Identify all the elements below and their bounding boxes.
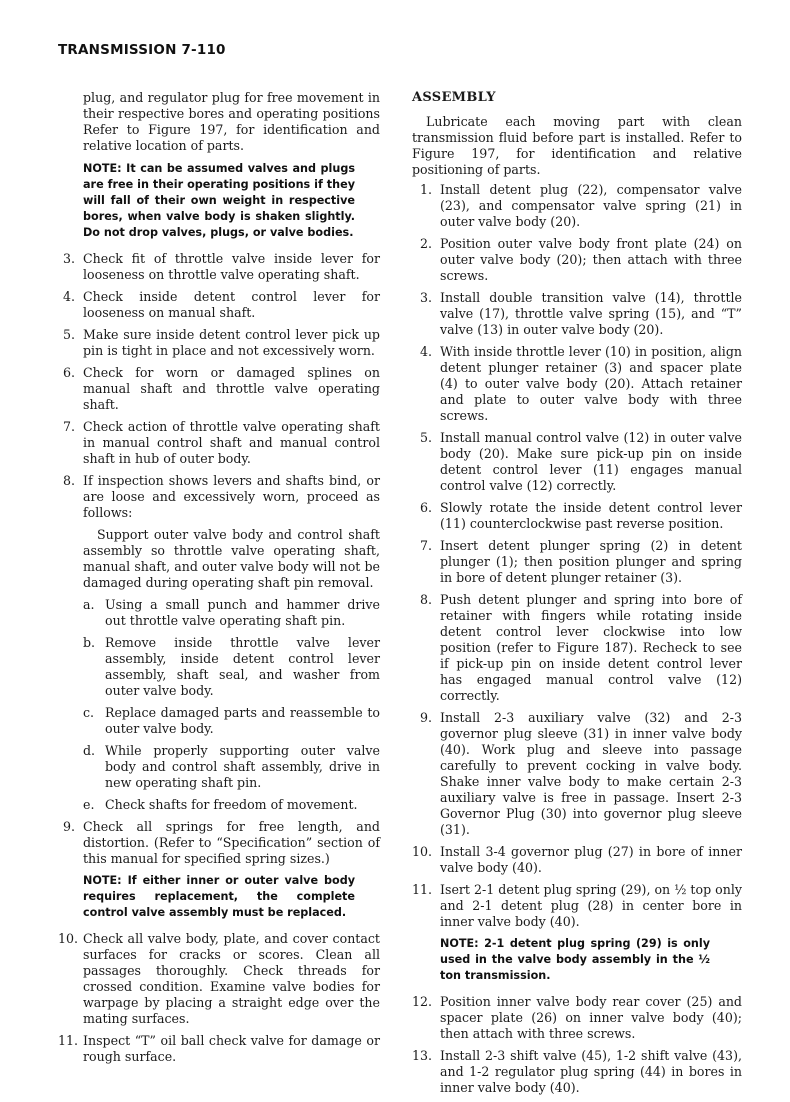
page-header: TRANSMISSION 7-110: [58, 42, 226, 58]
sub-item: [58, 797, 380, 813]
list-item: [58, 251, 380, 283]
note-replacement: NOTE: If either inner or outer valve body requires replacement, the complete control valve assembly must be replaced.: [83, 874, 355, 919]
item-number: 4.: [419, 344, 432, 359]
list-item: [58, 819, 380, 867]
note-valves-free: NOTE: It can be assumed valves and plugs are free in their operating positions if they will fall of their own weight in respective bores, when valve body is shaken slightly. Do not drop valves, plugs, or valve bodies.: [83, 162, 355, 239]
item-text: Check fit of throttle valve inside lever for looseness on throttle valve operating shaft.: [83, 251, 380, 282]
list-item: [412, 430, 742, 494]
item-number: 5.: [62, 327, 75, 342]
sub-item-letter: a.: [83, 597, 95, 612]
item-number: 8.: [62, 473, 75, 488]
list-item: [412, 182, 742, 230]
item-text: Make sure inside detent control lever pick up pin is tight in place and not excessively worn.: [83, 327, 380, 358]
list-item: [412, 236, 742, 284]
list-item: [58, 473, 380, 521]
list-item: [58, 289, 380, 321]
list-item: [412, 344, 742, 424]
item-text: Install detent plug (22), compensator valve (23), and compensator valve spring (21) in outer valve body (20).: [440, 182, 742, 229]
item-text: Check action of throttle valve operating shaft in manual control shaft and manual control shaft in hub of outer body.: [83, 419, 380, 466]
list-item: [58, 365, 380, 413]
item-number: 11.: [58, 1033, 79, 1048]
list-item: [412, 592, 742, 704]
left-column: [58, 90, 380, 1071]
support-paragraph: Support outer valve body and control shaft assembly so throttle valve operating shaft, manual shaft, and outer valve body will not be damaged during operating shaft pin removal.: [83, 527, 380, 590]
item-number: 6.: [419, 500, 432, 515]
sub-item-text: While properly supporting outer valve body and control shaft assembly, drive in new operating shaft pin.: [105, 743, 380, 790]
section-heading: ASSEMBLY: [412, 90, 496, 105]
item-text: Install 2-3 shift valve (45), 1-2 shift valve (43), and 1-2 regulator plug spring (44) in bores in inner valve body (40).: [440, 1048, 742, 1095]
continued-paragraph: plug, and regulator plug for free movement in their respective bores and operating positions Refer to Figure 197, for identification and relative location of parts.: [83, 90, 380, 153]
list-item: [412, 710, 742, 838]
item-text: Check inside detent control lever for looseness on manual shaft.: [83, 289, 380, 320]
item-text: Check all valve body, plate, and cover contact surfaces for cracks or scores. Clean all passages thoroughly. Check threads for crossed condition. Examine valve bodies for warpage by placing a straight edge over the mating surfaces.: [83, 931, 380, 1026]
item-number: 7.: [62, 419, 75, 434]
list-item: [412, 290, 742, 338]
item-number: 4.: [62, 289, 75, 304]
item-number: 10.: [412, 844, 433, 859]
item-text: Insert detent plunger spring (2) in detent plunger (1); then position plunger and spring in bore of detent plunger retainer (3).: [440, 538, 742, 585]
sub-item: [58, 705, 380, 737]
list-item: [58, 327, 380, 359]
item-number: 3.: [419, 290, 432, 305]
item-text: Position outer valve body front plate (24) on outer valve body (20); then attach with three screws.: [440, 236, 742, 283]
list-item: [412, 500, 742, 532]
item-text: Install double transition valve (14), throttle valve (17), throttle valve spring (15), and “T” valve (13) in outer valve body (20).: [440, 290, 742, 337]
list-item: [58, 931, 380, 1027]
item-number: 1.: [419, 182, 432, 197]
item-number: 5.: [419, 430, 432, 445]
list-item: [412, 882, 742, 930]
item-text: Check for worn or damaged splines on manual shaft and throttle valve operating shaft.: [83, 365, 380, 412]
item-text: Isert 2-1 detent plug spring (29), on ½ top only and 2-1 detent plug (28) in center bore in inner valve body (40).: [440, 882, 742, 929]
sub-item: [58, 597, 380, 629]
item-number: 7.: [419, 538, 432, 553]
item-text: Push detent plunger and spring into bore of retainer with fingers while rotating inside detent control lever clockwise into low position (refer to Figure 187). Recheck to see if pick-up pin on inside detent control lever has engaged manual control valve (12) correctly.: [440, 592, 742, 703]
sub-item-text: Check shafts for freedom of movement.: [105, 797, 358, 812]
list-item: [412, 844, 742, 876]
item-number: 9.: [419, 710, 432, 725]
right-column: [412, 90, 742, 1102]
sub-item-letter: b.: [83, 635, 96, 650]
item-number: 8.: [419, 592, 432, 607]
list-item: [58, 1033, 380, 1065]
sub-item-text: Using a small punch and hammer drive out throttle valve operating shaft pin.: [105, 597, 380, 628]
item-number: 10.: [58, 931, 79, 946]
item-text: If inspection shows levers and shafts bind, or are loose and excessively worn, proceed as follows:: [83, 473, 380, 520]
item-text: Install manual control valve (12) in outer valve body (20). Make sure pick-up pin on inside detent control lever (11) engages manual control valve (12) correctly.: [440, 430, 742, 493]
sub-item-letter: c.: [83, 705, 95, 720]
list-item: [412, 994, 742, 1042]
note-detent-spring: NOTE: 2-1 detent plug spring (29) is only used in the valve body assembly in the ½ ton transmission.: [440, 937, 710, 982]
item-text: Check all springs for free length, and distortion. (Refer to “Specification” section of this manual for specified spring sizes.): [83, 819, 380, 866]
item-number: 13.: [412, 1048, 433, 1063]
list-item: [412, 538, 742, 586]
sub-item-letter: d.: [83, 743, 96, 758]
item-text: Inspect “T” oil ball check valve for damage or rough surface.: [83, 1033, 380, 1064]
item-text: With inside throttle lever (10) in position, align detent plunger retainer (3) and spacer plate (4) to outer valve body (20). Attach retainer and plate to outer valve body with three screws.: [440, 344, 742, 423]
item-text: Install 2-3 auxiliary valve (32) and 2-3 governor plug sleeve (31) in inner valve body (40). Work plug and sleeve into passage carefully to prevent cocking in valve body. Shake inner valve body to make certain 2-3 auxiliary valve is free in passage. Insert 2-3 Governor Plug (30) into governor plug sleeve (31).: [440, 710, 742, 837]
item-text: Install 3-4 governor plug (27) in bore of inner valve body (40).: [440, 844, 742, 875]
item-number: 3.: [62, 251, 75, 266]
item-number: 9.: [62, 819, 75, 834]
list-item: [58, 419, 380, 467]
sub-item-letter: e.: [83, 797, 95, 812]
intro-paragraph: Lubricate each moving part with clean transmission fluid before part is installed. Refer to Figure 197, for identification and relative positioning of parts.: [412, 114, 742, 177]
item-number: 11.: [412, 882, 433, 897]
item-number: 12.: [412, 994, 433, 1009]
list-item: [412, 1048, 742, 1096]
sub-item: [58, 635, 380, 699]
item-number: 6.: [62, 365, 75, 380]
sub-item-text: Replace damaged parts and reassemble to outer valve body.: [105, 705, 380, 736]
item-number: 2.: [419, 236, 432, 251]
sub-item: [58, 743, 380, 791]
item-text: Position inner valve body rear cover (25) and spacer plate (26) on inner valve body (40); then attach with three screws.: [440, 994, 742, 1041]
sub-item-text: Remove inside throttle valve lever assembly, inside detent control lever assembly, shaft seal, and washer from outer valve body.: [105, 635, 380, 698]
item-text: Slowly rotate the inside detent control lever (11) counterclockwise past reverse position.: [440, 500, 742, 531]
